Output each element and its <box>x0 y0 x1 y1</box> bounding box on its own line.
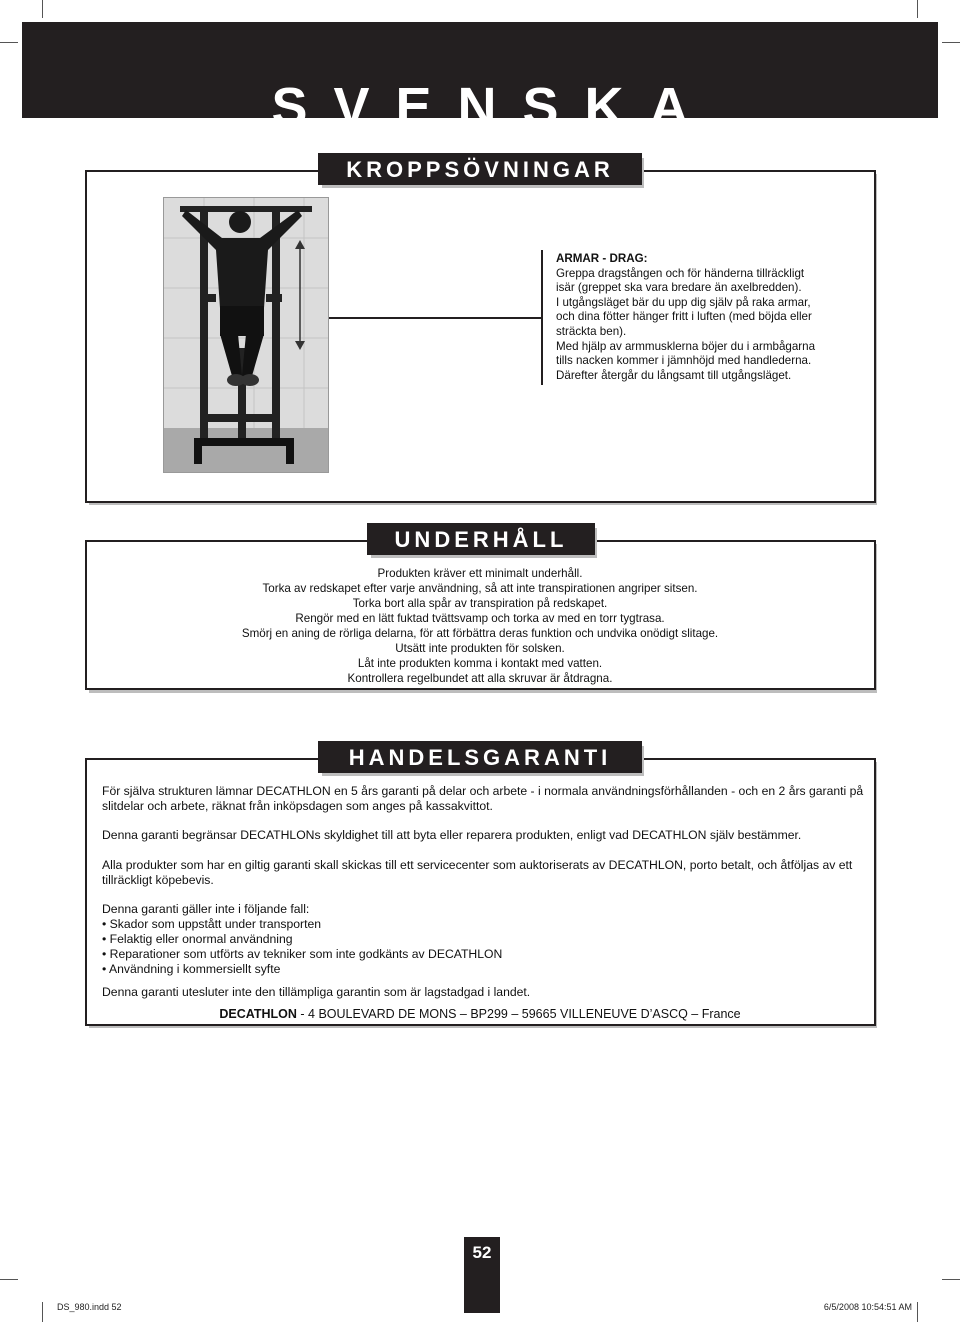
maintenance-line: Kontrollera regelbundet att alla skruvar är åtdragna. <box>347 672 613 685</box>
maintenance-line: Torka av redskapet efter varje användning, så att inte transpirationen angriper sitsen. <box>262 582 698 595</box>
warranty-paragraph <box>102 858 872 888</box>
section-tab-handelsgaranti: HANDELSGARANTI <box>318 741 642 773</box>
up-down-arrow-icon <box>292 240 308 350</box>
crop-mark <box>917 1302 918 1322</box>
warranty-text: Denna garanti utesluter inte den tillämpliga garantin som är lagstadgad i landet. <box>102 985 531 999</box>
warranty-text: Denna garanti begränsar DECATHLONs skyldighet till att byta eller reparera produkten, enligt vad DECATHLON själv bestämmer. <box>102 828 802 842</box>
exclusion-item: • Felaktig eller onormal användning <box>102 932 293 946</box>
crop-mark <box>0 1279 18 1280</box>
company-address <box>88 1007 872 1021</box>
exercise-line: I utgångsläget bär du upp dig själv på raka armar, <box>556 295 811 309</box>
address-text: - 4 BOULEVARD DE MONS – BP299 – 59665 VILLENEUVE D’ASCQ – France <box>296 1007 741 1021</box>
maintenance-line: Utsätt inte produkten för solsken. <box>395 642 565 655</box>
crop-mark <box>917 0 918 18</box>
exercise-title: ARMAR - DRAG: <box>556 252 648 265</box>
crop-mark <box>942 42 960 43</box>
exercise-line: sträckta ben). <box>556 324 627 338</box>
maintenance-line: Rengör med en lätt fuktad tvättsvamp och torka av med en torr tygtrasa. <box>295 612 665 625</box>
warranty-paragraph <box>102 784 872 814</box>
exercise-line: tills nacken kommer i jämnhöjd med handlederna. <box>556 354 812 368</box>
section-tab-kroppsovningar: KROPPSÖVNINGAR <box>318 153 642 185</box>
maintenance-line: Smörj en aning de rörliga delarna, för att förbättra deras funktion och undvika onödigt slitage. <box>241 627 719 640</box>
pointer-bracket <box>541 250 543 385</box>
warranty-paragraph <box>102 828 872 843</box>
exercise-description <box>556 252 866 383</box>
warranty-text: Denna garanti gäller inte i följande fall: <box>102 902 310 916</box>
warranty-exclusions <box>102 902 872 977</box>
crop-mark <box>42 1302 43 1322</box>
slug-file: DS_980.indd 52 <box>57 1302 122 1312</box>
crop-mark <box>42 0 43 18</box>
exercise-line: isär (greppet ska vara bredare än axelbredden). <box>556 281 802 295</box>
exercise-line: och dina fötter hänger fritt i luften (med böjda eller <box>556 310 812 324</box>
company-name: DECATHLON <box>219 1007 297 1021</box>
maintenance-line: Produkten kräver ett minimalt underhåll. <box>377 567 583 580</box>
exclusion-item: • Användning i kommersiellt syfte <box>102 962 281 976</box>
exercise-line: Med hjälp av armmusklerna böjer du i armbågarna <box>556 339 816 353</box>
page-number: 52 <box>464 1237 500 1313</box>
maintenance-text <box>88 566 872 686</box>
page-title: SVENSKA <box>271 77 715 137</box>
pointer-line <box>329 317 543 319</box>
exercise-line: Därefter återgår du långsamt till utgångsläget. <box>556 368 792 382</box>
maintenance-line: Låt inte produkten komma i kontakt med vatten. <box>357 657 603 670</box>
exclusion-item: • Reparationer som utförts av tekniker som inte godkänts av DECATHLON <box>102 947 503 961</box>
crop-mark <box>0 42 18 43</box>
exercise-line: Greppa dragstången och för händerna tillräckligt <box>556 266 805 280</box>
maintenance-line: Torka bort alla spår av transpiration på redskapet. <box>352 597 608 610</box>
exclusion-item: • Skador som uppstått under transporten <box>102 917 322 931</box>
crop-mark <box>942 1279 960 1280</box>
section-tab-underhall: UNDERHÅLL <box>367 523 595 555</box>
warranty-text: Alla produkter som har en giltig garanti skall skickas till ett servicecenter som auktoriserats av DECATHLON, porto betalt, och åtföljas av ett tillräckligt köpebevis. <box>102 858 853 887</box>
warranty-text: För själva strukturen lämnar DECATHLON en 5 års garanti på delar och arbete - i normala användningsförhållanden - och en 2 års garanti på slitdelar och arbete, räknat från inköpsdagen som anges på kassakvittot. <box>102 784 864 813</box>
header-band <box>22 22 938 137</box>
warranty-paragraph <box>102 985 872 1000</box>
slug-date: 6/5/2008 10:54:51 AM <box>823 1302 912 1312</box>
